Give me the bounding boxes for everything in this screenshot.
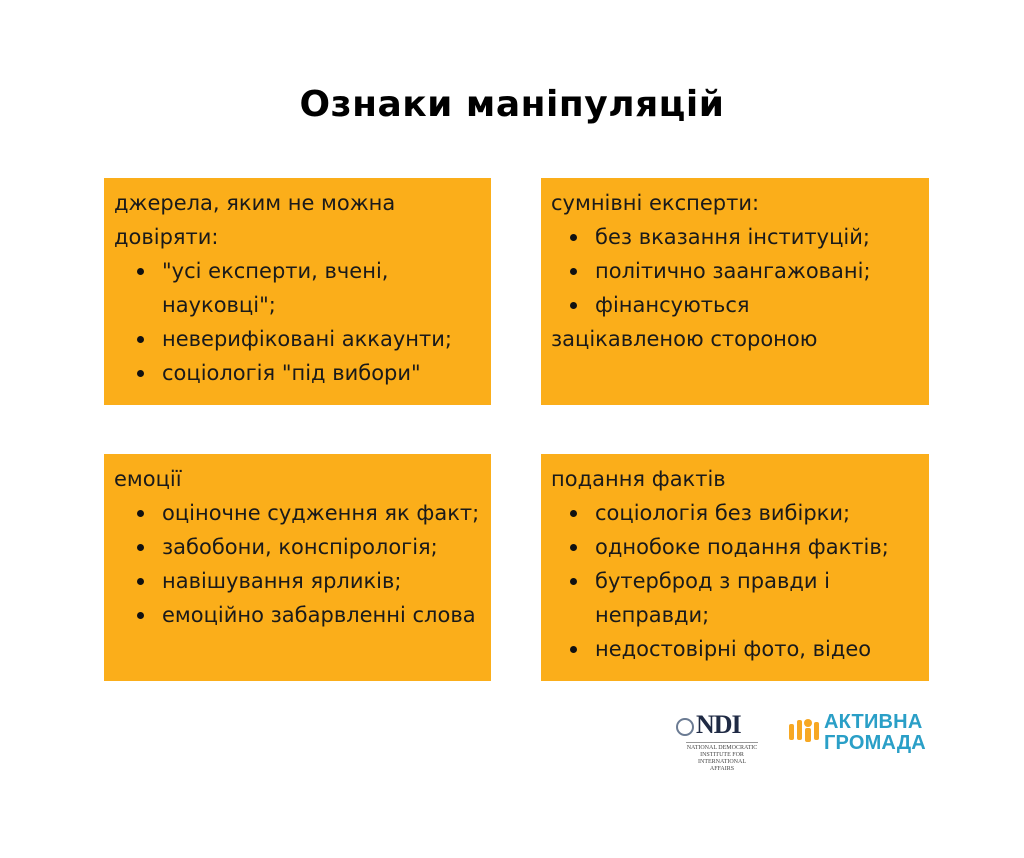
- card-emotions: [104, 454, 491, 681]
- logo-text-line1: АКТИВНА: [824, 711, 923, 733]
- people-icon: [788, 716, 820, 746]
- list-item: бутерброд з правди і неправди;: [595, 564, 919, 632]
- ndi-logo: [676, 710, 766, 772]
- list-item: навішування ярликів;: [162, 564, 481, 598]
- card-tail-text: зацікавленою стороною: [551, 327, 818, 351]
- ndi-logo-subtitle: NATIONAL DEMOCRATIC INSTITUTE FOR INTERNATIONAL AFFAIRS: [686, 742, 758, 773]
- card-heading: подання фактів: [551, 467, 726, 491]
- list-item: однобоке подання фактів;: [595, 530, 919, 564]
- globe-icon: [676, 718, 694, 736]
- card-presentation-of-facts: [541, 454, 929, 681]
- ndi-logo-mark: NDI: [696, 710, 741, 739]
- card-list: [114, 254, 481, 390]
- card-heading: джерела, яким не можна довіряти:: [114, 191, 396, 249]
- list-item: неверифіковані аккаунти;: [162, 322, 481, 356]
- card-list: [551, 496, 919, 666]
- list-item: соціологія "під вибори": [162, 356, 481, 390]
- card-list: [114, 496, 481, 632]
- list-item: соціологія без вибірки;: [595, 496, 919, 530]
- card-heading: емоції: [114, 467, 182, 491]
- logo-text-line2: ГРОМАДА: [824, 732, 926, 754]
- card-list: [551, 220, 919, 322]
- list-item: без вказання інституцій;: [595, 220, 919, 254]
- card-heading: сумнівні експерти:: [551, 191, 760, 215]
- list-item: емоційно забарвленні слова: [162, 598, 481, 632]
- card-dubious-experts: [541, 178, 929, 405]
- list-item: недостовірні фото, відео: [595, 632, 919, 666]
- page-title: Ознаки маніпуляцій: [299, 84, 725, 125]
- card-unreliable-sources: [104, 178, 491, 405]
- list-item: фінансуються: [595, 288, 919, 322]
- aktyvna-hromada-logo: [788, 712, 933, 762]
- list-item: "усі експерти, вчені, науковці";: [162, 254, 481, 322]
- list-item: політично заангажовані;: [595, 254, 919, 288]
- list-item: забобони, конспірологія;: [162, 530, 481, 564]
- list-item: оціночне судження як факт;: [162, 496, 481, 530]
